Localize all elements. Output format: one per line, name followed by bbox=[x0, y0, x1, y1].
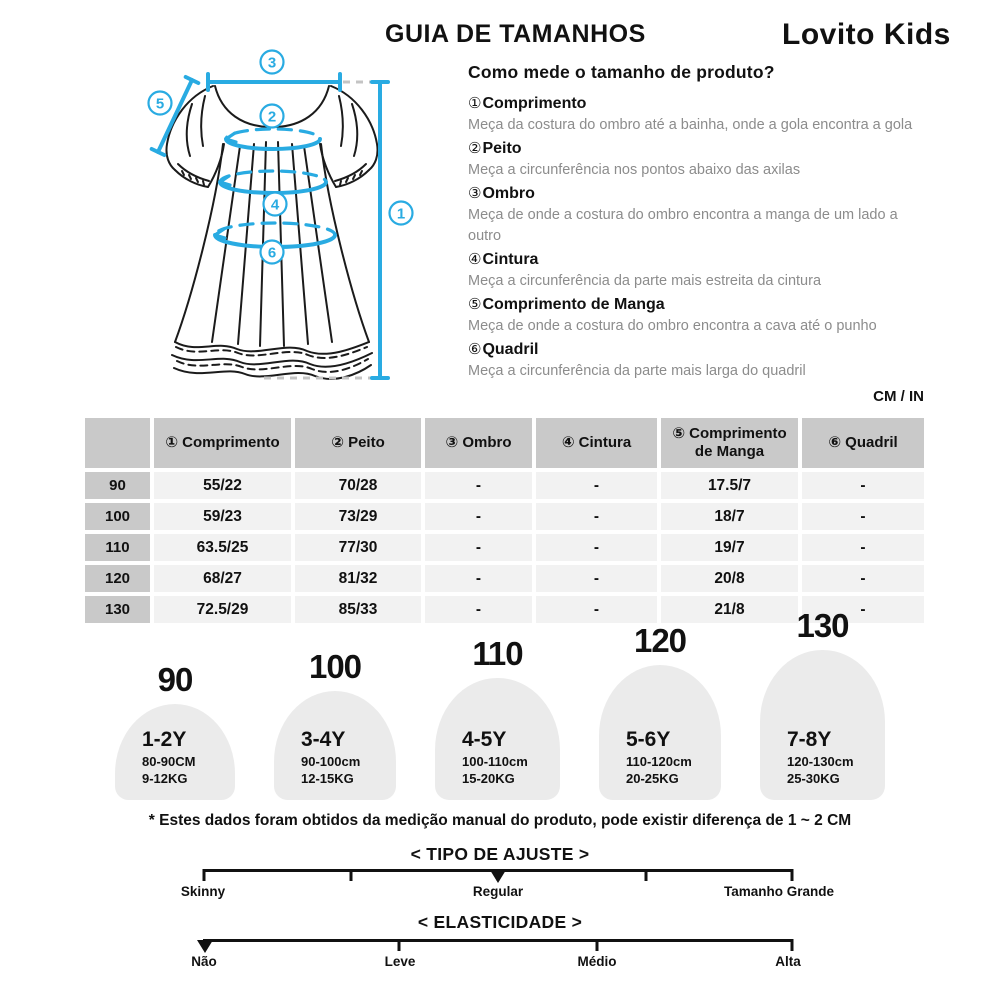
scale-tick bbox=[791, 869, 794, 881]
fit-label-skinny: Skinny bbox=[180, 884, 226, 899]
bubble-dome bbox=[760, 650, 885, 800]
cell: - bbox=[802, 503, 924, 530]
cell: 55/22 bbox=[154, 472, 291, 499]
brand-logo: Lovito Kids bbox=[782, 18, 951, 51]
bubble-90 bbox=[115, 661, 235, 800]
cell: - bbox=[536, 534, 657, 561]
cell: 68/27 bbox=[154, 565, 291, 592]
marker-6: 6 bbox=[267, 244, 277, 262]
marker-4: 4 bbox=[270, 196, 280, 214]
table-header-corner bbox=[85, 418, 150, 468]
cell: - bbox=[425, 596, 532, 623]
measure-label: Comprimento bbox=[482, 95, 587, 112]
measure-label: Peito bbox=[482, 140, 522, 157]
cell: 73/29 bbox=[295, 503, 421, 530]
scale-tick bbox=[349, 869, 352, 881]
bubble-dome bbox=[599, 665, 721, 800]
marker-5: 5 bbox=[155, 95, 165, 113]
circled-number: ② bbox=[468, 139, 482, 157]
row-size-90: 90 bbox=[85, 472, 150, 499]
scale-tick bbox=[644, 869, 647, 881]
bubble-height: 120-130cm bbox=[787, 754, 854, 769]
elasticity-scale-title: < ELASTICIDADE > bbox=[417, 912, 583, 932]
measure-item-manga bbox=[468, 295, 934, 337]
cell: 19/7 bbox=[661, 534, 798, 561]
bubble-weight: 15-20KG bbox=[462, 770, 515, 786]
scale-tick bbox=[398, 939, 401, 951]
bubble-height: 100-110cm bbox=[462, 754, 528, 769]
elasticity-label-leve: Leve bbox=[384, 954, 416, 969]
fit-marker-icon bbox=[490, 870, 506, 883]
marker-2: 2 bbox=[267, 108, 277, 126]
bubble-size: 130 bbox=[796, 607, 849, 644]
cell: 59/23 bbox=[154, 503, 291, 530]
cell: - bbox=[425, 565, 532, 592]
scale-tick bbox=[203, 869, 206, 881]
cell: 77/30 bbox=[295, 534, 421, 561]
bubble-weight: 12-15KG bbox=[301, 770, 354, 786]
cell: - bbox=[536, 565, 657, 592]
fit-label-tamanho-grande: Tamanho Grande bbox=[723, 884, 835, 899]
bubble-weight: 25-30KG bbox=[787, 770, 840, 786]
cell: 72.5/29 bbox=[154, 596, 291, 623]
cell: - bbox=[425, 534, 532, 561]
scale-tick bbox=[791, 939, 794, 951]
circled-number: ③ bbox=[468, 184, 482, 202]
bubble-age: 5-6Y bbox=[626, 728, 671, 751]
cell: - bbox=[536, 503, 657, 530]
bubble-130 bbox=[760, 607, 885, 800]
circled-number: ④ bbox=[468, 250, 482, 268]
dress-outline bbox=[166, 86, 377, 379]
bubble-age: 3-4Y bbox=[301, 728, 346, 751]
cell: 70/28 bbox=[295, 472, 421, 499]
row-size-100: 100 bbox=[85, 503, 150, 530]
bubble-100 bbox=[274, 648, 396, 800]
cell: 21/8 bbox=[661, 596, 798, 623]
elasticity-label-medio: Médio bbox=[577, 954, 617, 969]
bubble-weight: 20-25KG bbox=[626, 770, 679, 786]
row-size-120: 120 bbox=[85, 565, 150, 592]
bubble-age: 4-5Y bbox=[462, 728, 507, 751]
measure-item-peito bbox=[468, 139, 934, 181]
bubble-weight: 9-12KG bbox=[142, 770, 188, 786]
table-header-quadril: ⑥ Quadril bbox=[802, 418, 924, 468]
elasticity-marker-icon bbox=[197, 940, 213, 953]
measure-item-comprimento bbox=[468, 94, 934, 136]
measurement-disclaimer: * Estes dados foram obtidos da medição manual do produto, pode existir diferença de 1 ~ 2 CM bbox=[148, 812, 852, 829]
fit-label-regular: Regular bbox=[472, 884, 524, 899]
girth-ellipses bbox=[215, 129, 335, 247]
size-table bbox=[85, 418, 924, 623]
measure-guide-heading: Como mede o tamanho de produto? bbox=[468, 62, 775, 82]
table-header-ombro: ③ Ombro bbox=[425, 418, 532, 468]
cell: - bbox=[802, 534, 924, 561]
measure-desc: Meça da costura do ombro até a bainha, onde a gola encontra a gola bbox=[468, 117, 913, 133]
circled-number: ⑥ bbox=[468, 340, 482, 358]
bubble-height: 90-100cm bbox=[301, 754, 361, 769]
measure-item-quadril bbox=[468, 340, 934, 382]
circled-number: ⑤ bbox=[468, 295, 482, 313]
bubble-size: 100 bbox=[308, 648, 362, 685]
bubble-age: 1-2Y bbox=[142, 728, 187, 751]
bubble-dome bbox=[435, 678, 560, 800]
measure-label: Cintura bbox=[482, 251, 539, 268]
measure-item-ombro bbox=[468, 184, 934, 247]
table-header-cintura: ④ Cintura bbox=[536, 418, 657, 468]
measure-desc: Meça a circunferência nos pontos abaixo das axilas bbox=[468, 162, 801, 178]
measure-label: Quadril bbox=[482, 341, 539, 358]
cell: 63.5/25 bbox=[154, 534, 291, 561]
bubble-dome bbox=[115, 704, 235, 800]
measure-desc: Meça a circunferência da parte mais larga do quadril bbox=[468, 363, 806, 379]
cell: - bbox=[802, 472, 924, 499]
measure-item-cintura bbox=[468, 250, 934, 292]
cell: - bbox=[802, 596, 924, 623]
bubble-110 bbox=[435, 635, 560, 800]
measure-label: Comprimento de Manga bbox=[482, 296, 665, 313]
cell: - bbox=[536, 596, 657, 623]
bubble-dome bbox=[274, 691, 396, 800]
measure-desc: Meça de onde a costura do ombro encontra a cava até o punho bbox=[468, 318, 877, 334]
row-size-110: 110 bbox=[85, 534, 150, 561]
bubble-height: 110-120cm bbox=[626, 754, 692, 769]
elasticity-scale-line bbox=[203, 939, 793, 942]
cell: 85/33 bbox=[295, 596, 421, 623]
bubble-size: 110 bbox=[472, 635, 523, 672]
cell: 18/7 bbox=[661, 503, 798, 530]
measure-desc: Meça de onde a costura do ombro encontra a manga de um lado a outro bbox=[468, 207, 898, 244]
marker-1: 1 bbox=[396, 205, 406, 223]
dress-measurement-diagram bbox=[112, 46, 448, 416]
elasticity-label-alta: Alta bbox=[775, 954, 801, 969]
page-title: GUIA DE TAMANHOS bbox=[385, 20, 646, 48]
measure-guide bbox=[468, 62, 934, 384]
bubble-size: 90 bbox=[157, 661, 193, 698]
cell: - bbox=[425, 503, 532, 530]
elasticity-label-nao: Não bbox=[191, 954, 217, 969]
measure-label: Ombro bbox=[482, 185, 535, 202]
bubble-120 bbox=[599, 622, 721, 800]
table-header-manga: ⑤ Comprimento de Manga bbox=[661, 418, 798, 468]
row-size-130: 130 bbox=[85, 596, 150, 623]
cell: - bbox=[802, 565, 924, 592]
table-header-comprimento: ① Comprimento bbox=[154, 418, 291, 468]
cell: 81/32 bbox=[295, 565, 421, 592]
table-header-peito: ② Peito bbox=[295, 418, 421, 468]
cell: - bbox=[425, 472, 532, 499]
bubble-age: 7-8Y bbox=[787, 728, 832, 751]
fit-scale-line bbox=[203, 869, 793, 872]
units-label: CM / IN bbox=[873, 388, 924, 405]
bubble-height: 80-90CM bbox=[142, 754, 196, 769]
measure-desc: Meça a circunferência da parte mais estreita da cintura bbox=[468, 273, 822, 289]
fit-scale-title: < TIPO DE AJUSTE > bbox=[410, 844, 590, 864]
bubble-size: 120 bbox=[633, 622, 687, 659]
scale-tick bbox=[595, 939, 598, 951]
cell: - bbox=[536, 472, 657, 499]
cell: 20/8 bbox=[661, 565, 798, 592]
marker-3: 3 bbox=[267, 54, 277, 72]
circled-number: ① bbox=[468, 94, 482, 112]
cell: 17.5/7 bbox=[661, 472, 798, 499]
